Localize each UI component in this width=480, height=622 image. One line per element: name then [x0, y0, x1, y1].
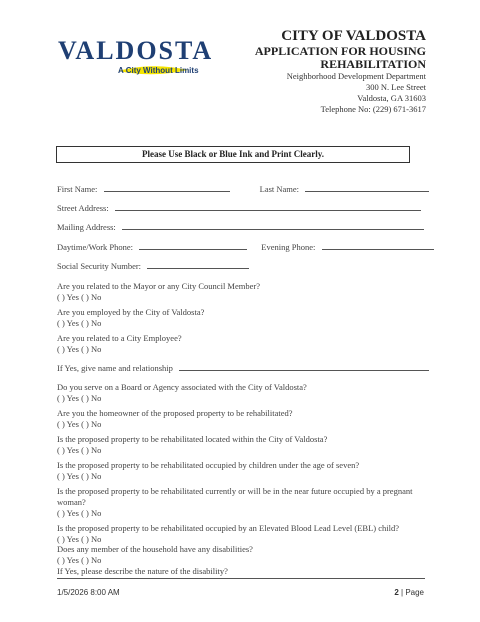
ssn-field[interactable] — [147, 260, 249, 269]
instruction-box: Please Use Black or Blue Ink and Print Clearly. — [56, 146, 410, 163]
yes-no-options[interactable]: ( ) Yes ( ) No — [57, 445, 102, 455]
question-text: Are you employed by the City of Valdosta? — [57, 307, 205, 317]
daytime-phone-field[interactable] — [139, 241, 247, 250]
first-name-label: First Name: — [57, 184, 98, 194]
relationship-label: If Yes, give name and relationship — [57, 363, 173, 373]
department-street: 300 N. Lee Street — [366, 82, 426, 92]
application-title-line2: REHABILITATION — [320, 57, 426, 71]
yes-no-options[interactable]: ( ) Yes ( ) No — [57, 534, 102, 544]
disability-description-label: If Yes, please describe the nature of the disability? — [57, 566, 228, 576]
department-name: Neighborhood Development Department — [286, 71, 426, 81]
question-text: Is the proposed property to be rehabilitated located within the City of Valdosta? — [57, 434, 328, 444]
yes-no-options[interactable]: ( ) Yes ( ) No — [57, 471, 102, 481]
relationship-field[interactable] — [179, 362, 429, 371]
department-citystate: Valdosta, GA 31603 — [357, 93, 426, 103]
yes-no-options[interactable]: ( ) Yes ( ) No — [57, 292, 102, 302]
mailing-address-label: Mailing Address: — [57, 222, 116, 232]
phone-row — [57, 241, 434, 252]
question-text: Is the proposed property to be rehabilitated currently or will be in the near future occupied by a pregnant woman? — [57, 486, 413, 507]
yes-no-options[interactable]: ( ) Yes ( ) No — [57, 318, 102, 328]
street-address-row — [57, 202, 421, 213]
question-mayor-relation — [57, 281, 427, 303]
question-text: Are you related to the Mayor or any City Council Member? — [57, 281, 260, 291]
question-pregnant-woman — [57, 486, 427, 519]
city-title: CITY OF VALDOSTA — [281, 28, 426, 44]
ssn-row — [57, 260, 249, 271]
last-name-label: Last Name: — [259, 184, 300, 194]
page-label: | Page — [401, 588, 424, 597]
street-address-label: Street Address: — [57, 203, 109, 213]
logo-tagline: A City Without Limits — [118, 66, 199, 75]
footer-page-number — [394, 588, 424, 597]
question-text: Are you related to a City Employee? — [57, 333, 182, 343]
relationship-row — [57, 362, 429, 373]
question-text: Are you the homeowner of the proposed property to be rehabilitated? — [57, 408, 293, 418]
name-row — [57, 183, 429, 194]
question-text: Is the proposed property to be rehabilitated occupied by an Elevated Blood Lead Level (EBL) child? — [57, 523, 400, 533]
disability-description-field[interactable] — [57, 578, 425, 579]
yes-no-options[interactable]: ( ) Yes ( ) No — [57, 393, 102, 403]
yes-no-options[interactable]: ( ) Yes ( ) No — [57, 344, 102, 354]
page-number: 2 — [394, 588, 399, 597]
first-name-field[interactable] — [104, 183, 230, 192]
department-phone: Telephone No: (229) 671-3617 — [320, 104, 426, 114]
question-board-agency — [57, 382, 427, 404]
question-within-city — [57, 434, 427, 456]
daytime-phone-label: Daytime/Work Phone: — [57, 242, 134, 252]
mailing-address-row — [57, 221, 424, 232]
document-header — [255, 28, 426, 115]
question-city-employed — [57, 307, 427, 329]
question-ebl-child — [57, 523, 427, 545]
yes-no-options[interactable]: ( ) Yes ( ) No — [57, 555, 102, 565]
valdosta-logo — [58, 36, 218, 76]
question-text: Does any member of the household have any disabilities? — [57, 544, 253, 554]
footer-datetime: 1/5/2026 8:00 AM — [57, 588, 120, 597]
question-employee-relation — [57, 333, 427, 355]
question-text: Is the proposed property to be rehabilitated occupied by children under the age of seven? — [57, 460, 360, 470]
application-title-line1: APPLICATION FOR HOUSING — [254, 44, 426, 58]
question-children-under-seven — [57, 460, 427, 482]
question-disabilities — [57, 544, 427, 577]
evening-phone-label: Evening Phone: — [261, 242, 316, 252]
question-text: Do you serve on a Board or Agency associated with the City of Valdosta? — [57, 382, 307, 392]
yes-no-options[interactable]: ( ) Yes ( ) No — [57, 508, 102, 518]
street-address-field[interactable] — [115, 202, 421, 211]
evening-phone-field[interactable] — [322, 241, 434, 250]
mailing-address-field[interactable] — [122, 221, 424, 230]
ssn-label: Social Security Number: — [57, 261, 142, 271]
last-name-field[interactable] — [305, 183, 429, 192]
question-homeowner — [57, 408, 427, 430]
logo-wordmark: VALDOSTA — [58, 36, 214, 65]
yes-no-options[interactable]: ( ) Yes ( ) No — [57, 419, 102, 429]
